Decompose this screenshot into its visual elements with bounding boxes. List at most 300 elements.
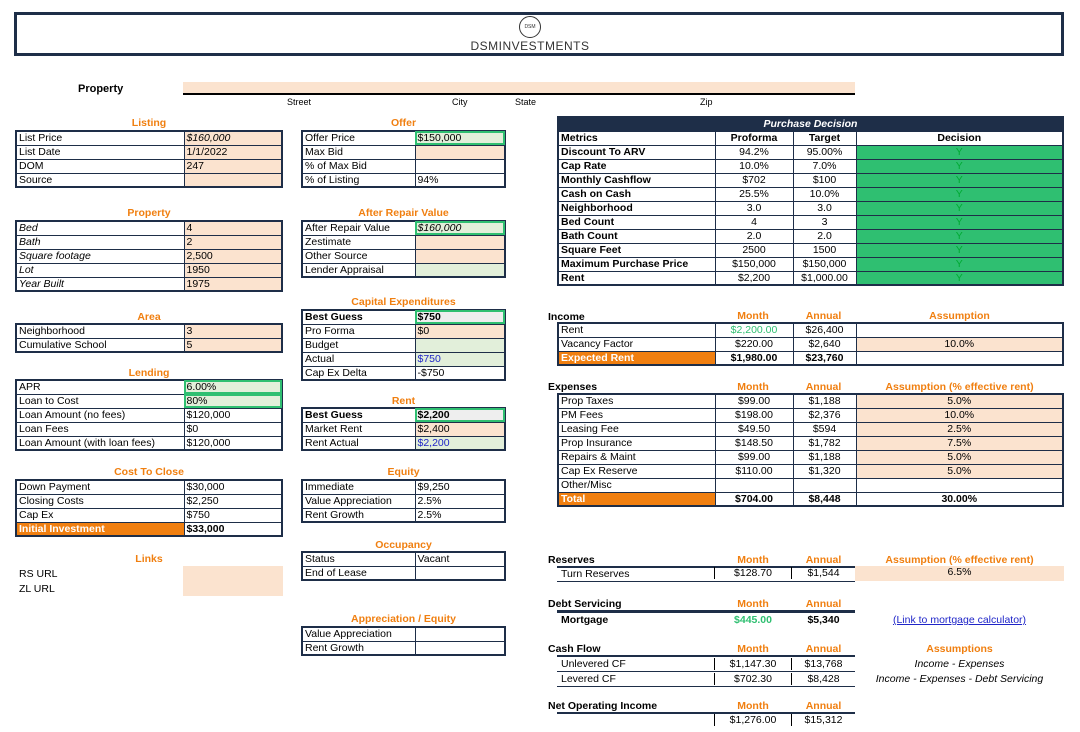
property-address-input[interactable] — [183, 82, 855, 95]
arv-field[interactable]: $160,000 — [415, 221, 505, 235]
appr-value-field[interactable] — [415, 627, 505, 641]
metric-label: Discount To ARV — [558, 145, 715, 159]
decision-value: Y — [856, 229, 1063, 243]
rent-actual-field[interactable]: $2,200 — [415, 436, 505, 450]
rent-growth-value: 2.5% — [415, 508, 505, 522]
table-row — [302, 408, 505, 422]
cashflow-bottom-line — [557, 686, 855, 687]
table-row — [302, 508, 505, 522]
debt-month-header: Month — [737, 598, 769, 610]
decision-value: Y — [856, 173, 1063, 187]
loan-amount-fees-value: $120,000 — [184, 436, 282, 450]
loan-amount-label: Loan Amount (no fees) — [16, 408, 184, 422]
capex-title: Capital Expenditures — [351, 296, 456, 308]
listing-title: Listing — [131, 117, 167, 129]
loan-amount-value: $120,000 — [184, 408, 282, 422]
table-row — [16, 277, 282, 291]
appr-value-label: Value Appreciation — [302, 627, 415, 641]
purchase-decision-table — [557, 116, 1064, 286]
reserves-assumption-header: Assumption (% effective rent) — [885, 554, 1034, 566]
immediate-equity-label: Immediate — [302, 480, 415, 494]
expense-label: Cap Ex Reserve — [558, 464, 715, 478]
brand-name: DSMINVESTMENTS — [470, 39, 590, 53]
noi-title: Net Operating Income — [548, 700, 658, 712]
decision-value: Y — [856, 215, 1063, 229]
arv-title: After Repair Value — [358, 207, 449, 219]
table-row — [302, 352, 505, 366]
table-row — [558, 337, 1063, 351]
table-row — [558, 450, 1063, 464]
turn-reserves-label: Turn Reserves — [561, 568, 630, 580]
vacancy-assumption-field[interactable]: 10.0% — [856, 337, 1063, 351]
total-assumption: 30.00% — [856, 492, 1063, 506]
actual-field[interactable]: $750 — [415, 352, 505, 366]
end-of-lease-label: End of Lease — [302, 566, 415, 580]
rent-best-guess-value: $2,200 — [415, 408, 505, 422]
table-row — [302, 324, 505, 338]
sqft-field[interactable]: 2,500 — [184, 249, 282, 263]
target-value[interactable]: 95.00% — [793, 145, 856, 159]
other-source-field[interactable] — [415, 249, 505, 263]
end-of-lease-value[interactable] — [415, 566, 505, 580]
table-row — [558, 131, 1063, 145]
table-row — [302, 480, 505, 494]
occupancy-title: Occupancy — [375, 539, 432, 551]
proforma-value: $2,200 — [715, 271, 793, 285]
offer-table — [301, 130, 506, 188]
target-value[interactable]: 3 — [793, 215, 856, 229]
table-row — [16, 494, 282, 508]
closing-costs-label: Closing Costs — [16, 494, 184, 508]
decision-value: Y — [856, 187, 1063, 201]
table-row — [16, 508, 282, 522]
expense-month: $110.00 — [715, 464, 793, 478]
proforma-value: 10.0% — [715, 159, 793, 173]
ctc-title: Cost To Close — [114, 466, 184, 478]
expense-assumption-field[interactable]: 7.5% — [856, 436, 1063, 450]
status-value[interactable]: Vacant — [415, 552, 505, 566]
listing-table — [15, 130, 283, 188]
capex-best-guess-label: Best Guess — [302, 310, 415, 324]
levered-cf-assumption: Income - Expenses - Debt Servicing — [875, 673, 1044, 685]
value-appreciation-value: 2.5% — [415, 494, 505, 508]
decision-value: Y — [856, 243, 1063, 257]
proforma-value: 4 — [715, 215, 793, 229]
metric-label: Cash on Cash — [558, 187, 715, 201]
table-row — [302, 235, 505, 249]
table-row — [558, 215, 1063, 229]
expense-month: $198.00 — [715, 408, 793, 422]
market-rent-field[interactable]: $2,400 — [415, 422, 505, 436]
table-row — [558, 478, 1063, 492]
lot-label: Lot — [16, 263, 184, 277]
expected-rent-assumption — [856, 351, 1063, 365]
bath-field[interactable]: 2 — [184, 235, 282, 249]
appreciation-table — [301, 626, 506, 656]
url-input[interactable] — [183, 566, 283, 596]
table-row — [302, 552, 505, 566]
table-row — [16, 145, 282, 159]
capex-value: $750 — [184, 508, 282, 522]
pct-max-bid-value — [415, 159, 505, 173]
expense-month — [715, 478, 793, 492]
income-annual-header: Annual — [805, 310, 842, 322]
appr-rent-growth-label: Rent Growth — [302, 641, 415, 655]
property-table — [15, 220, 283, 292]
table-row — [16, 380, 282, 394]
source-field[interactable] — [184, 173, 282, 187]
immediate-equity-value: $9,250 — [415, 480, 505, 494]
list-price-field[interactable]: $160,000 — [184, 131, 282, 145]
target-value[interactable]: $1,000.00 — [793, 271, 856, 285]
table-row — [558, 243, 1063, 257]
noi-month-header: Month — [737, 700, 769, 712]
expense-assumption-field[interactable]: 5.0% — [856, 464, 1063, 478]
logo-icon: DSM — [519, 16, 541, 38]
apr-label: APR — [16, 380, 184, 394]
unlevered-cf-label: Unlevered CF — [561, 658, 626, 670]
unlevered-cf-annual: $13,768 — [804, 658, 843, 670]
expense-assumption-field[interactable]: 2.5% — [856, 422, 1063, 436]
initial-investment-label: Initial Investment — [16, 522, 184, 536]
expenses-assumption-header: Assumption (% effective rent) — [885, 381, 1034, 393]
table-row — [16, 408, 282, 422]
arv-table — [301, 220, 506, 278]
total-label: Total — [558, 492, 715, 506]
noi-month: $1,276.00 — [714, 714, 792, 726]
pro-forma-label: Pro Forma — [302, 324, 415, 338]
table-row — [302, 249, 505, 263]
table-row — [302, 436, 505, 450]
offer-price-field[interactable]: $150,000 — [415, 131, 505, 145]
appreciation-title: Appreciation / Equity — [350, 613, 456, 625]
reserves-annual-header: Annual — [805, 554, 842, 566]
expenses-annual-header: Annual — [805, 381, 842, 393]
table-row — [302, 366, 505, 380]
loan-fees-label: Loan Fees — [16, 422, 184, 436]
dom-field[interactable]: 247 — [184, 159, 282, 173]
rent-title: Rent — [391, 395, 416, 407]
debt-title: Debt Servicing — [548, 598, 622, 610]
table-row — [302, 627, 505, 641]
cashflow-row-line — [557, 671, 855, 672]
rent-best-guess-label: Best Guess — [302, 408, 415, 422]
expense-assumption-field[interactable] — [856, 478, 1063, 492]
levered-cf-label: Levered CF — [561, 673, 616, 685]
expected-rent-month: $1,980.00 — [715, 351, 793, 365]
noi-annual-header: Annual — [805, 700, 842, 712]
target-header: Target — [793, 131, 856, 145]
mortgage-annual: $5,340 — [807, 614, 840, 626]
expected-rent-label: Expected Rent — [558, 351, 715, 365]
table-row — [558, 201, 1063, 215]
expense-label: PM Fees — [558, 408, 715, 422]
target-value[interactable]: $100 — [793, 173, 856, 187]
cashflow-assumption-header: Assumptions — [926, 643, 993, 655]
lending-table — [15, 379, 283, 451]
school-field[interactable]: 5 — [184, 338, 282, 352]
table-row — [16, 394, 282, 408]
table-row — [16, 338, 282, 352]
budget-field[interactable] — [415, 338, 505, 352]
zestimate-label: Zestimate — [302, 235, 415, 249]
neighborhood-label: Neighborhood — [16, 324, 184, 338]
table-row — [558, 271, 1063, 285]
offer-title: Offer — [390, 117, 417, 129]
zip-label: Zip — [700, 97, 713, 107]
target-value[interactable]: 10.0% — [793, 187, 856, 201]
expected-rent-annual: $23,760 — [793, 351, 856, 365]
table-row — [558, 422, 1063, 436]
table-row — [302, 494, 505, 508]
table-row — [302, 338, 505, 352]
lot-field[interactable]: 1950 — [184, 263, 282, 277]
area-table — [15, 323, 283, 353]
occupancy-table — [301, 551, 506, 581]
proforma-value: 3.0 — [715, 201, 793, 215]
pct-listing-value: 94% — [415, 173, 505, 187]
table-row — [558, 351, 1063, 365]
table-row — [558, 117, 1063, 131]
other-source-label: Other Source — [302, 249, 415, 263]
zestimate-field[interactable] — [415, 235, 505, 249]
rent-month: $2,200.00 — [715, 323, 793, 337]
target-value[interactable]: $150,000 — [793, 257, 856, 271]
table-row — [302, 221, 505, 235]
table-row — [16, 422, 282, 436]
table-row — [16, 173, 282, 187]
metric-label: Maximum Purchase Price — [558, 257, 715, 271]
value-appreciation-label: Value Appreciation — [302, 494, 415, 508]
neighborhood-field[interactable]: 3 — [184, 324, 282, 338]
ltc-field[interactable]: 80% — [184, 394, 282, 408]
year-built-label: Year Built — [16, 277, 184, 291]
expense-label: Repairs & Maint — [558, 450, 715, 464]
lender-appraisal-label: Lender Appraisal — [302, 263, 415, 277]
income-table — [557, 322, 1064, 366]
levered-cf-annual: $8,428 — [807, 673, 840, 685]
area-title: Area — [137, 311, 161, 323]
loan-amount-fees-label: Loan Amount (with loan fees) — [16, 436, 184, 450]
rent-growth-label: Rent Growth — [302, 508, 415, 522]
target-value[interactable]: 2.0 — [793, 229, 856, 243]
table-row — [16, 480, 282, 494]
appr-rent-growth-field[interactable] — [415, 641, 505, 655]
expense-label: Prop Insurance — [558, 436, 715, 450]
mortgage-calculator-link[interactable]: (Link to mortgage calculator) — [892, 614, 1027, 626]
proforma-header: Proforma — [715, 131, 793, 145]
expense-assumption-field[interactable]: 5.0% — [856, 394, 1063, 408]
debt-divider — [557, 610, 855, 613]
metrics-header: Metrics — [558, 131, 715, 145]
expense-annual: $1,188 — [793, 394, 856, 408]
cashflow-title: Cash Flow — [548, 643, 601, 655]
total-month: $704.00 — [715, 492, 793, 506]
table-row — [302, 159, 505, 173]
loan-fees-value: $0 — [184, 422, 282, 436]
expense-annual: $1,188 — [793, 450, 856, 464]
table-row — [302, 131, 505, 145]
table-row — [16, 221, 282, 235]
expense-annual: $594 — [793, 422, 856, 436]
turn-reserves-assumption-field[interactable]: 6.5% — [855, 566, 1064, 581]
metric-label: Rent — [558, 271, 715, 285]
capex-table — [301, 309, 506, 381]
list-date-field[interactable]: 1/1/2022 — [184, 145, 282, 159]
rent-assumption — [856, 323, 1063, 337]
table-row — [558, 394, 1063, 408]
table-row — [16, 235, 282, 249]
arv-label: After Repair Value — [302, 221, 415, 235]
bed-field[interactable]: 4 — [184, 221, 282, 235]
decision-value: Y — [856, 257, 1063, 271]
budget-label: Budget — [302, 338, 415, 352]
decision-value: Y — [856, 271, 1063, 285]
source-label: Source — [16, 173, 184, 187]
rent-actual-label: Rent Actual — [302, 436, 415, 450]
decision-value: Y — [856, 201, 1063, 215]
noi-annual: $15,312 — [804, 714, 843, 726]
bath-label: Bath — [16, 235, 184, 249]
initial-investment-value: $33,000 — [184, 522, 282, 536]
mortgage-month: $445.00 — [734, 614, 772, 626]
down-payment-label: Down Payment — [16, 480, 184, 494]
table-row — [302, 422, 505, 436]
property-label: Property — [78, 83, 124, 95]
metric-label: Neighborhood — [558, 201, 715, 215]
equity-table — [301, 479, 506, 523]
table-row — [16, 436, 282, 450]
table-row — [302, 641, 505, 655]
metric-label: Bath Count — [558, 229, 715, 243]
pct-listing-label: % of Listing — [302, 173, 415, 187]
decision-header: Decision — [856, 131, 1063, 145]
market-rent-label: Market Rent — [302, 422, 415, 436]
apr-field[interactable]: 6.00% — [184, 380, 282, 394]
rent-label: Rent — [558, 323, 715, 337]
offer-price-label: Offer Price — [302, 131, 415, 145]
expense-annual: $2,376 — [793, 408, 856, 422]
table-row — [302, 263, 505, 277]
reserves-bottom-line — [557, 581, 855, 582]
status-label: Status — [302, 552, 415, 566]
proforma-value: 25.5% — [715, 187, 793, 201]
table-row — [558, 464, 1063, 478]
reserves-title: Reserves — [548, 554, 595, 566]
ctc-table — [15, 479, 283, 537]
street-label: Street — [287, 97, 312, 107]
reserves-month-header: Month — [737, 554, 769, 566]
vacancy-label: Vacancy Factor — [558, 337, 715, 351]
cashflow-divider — [557, 655, 855, 657]
max-bid-field[interactable] — [415, 145, 505, 159]
decision-value: Y — [856, 145, 1063, 159]
sqft-label: Square footage — [16, 249, 184, 263]
unlevered-cf-month: $1,147.30 — [714, 658, 792, 670]
table-row — [558, 408, 1063, 422]
expense-annual: $1,320 — [793, 464, 856, 478]
list-date-label: List Date — [16, 145, 184, 159]
table-row — [16, 131, 282, 145]
equity-title: Equity — [387, 466, 420, 478]
ltc-label: Loan to Cost — [16, 394, 184, 408]
city-label: City — [452, 97, 468, 107]
down-payment-value: $30,000 — [184, 480, 282, 494]
year-built-field[interactable]: 1975 — [184, 277, 282, 291]
table-row — [16, 249, 282, 263]
levered-cf-month: $702.30 — [714, 673, 792, 685]
state-label: State — [515, 97, 537, 107]
table-row — [16, 324, 282, 338]
target-value[interactable]: 3.0 — [793, 201, 856, 215]
proforma-value: 2500 — [715, 243, 793, 257]
table-row — [302, 310, 505, 324]
school-label: Cumulative School — [16, 338, 184, 352]
income-assumption-header: Assumption — [929, 310, 990, 322]
vacancy-month: $220.00 — [715, 337, 793, 351]
mortgage-label: Mortgage — [561, 614, 609, 626]
lender-appraisal-field[interactable] — [415, 263, 505, 277]
pro-forma-field[interactable]: $0 — [415, 324, 505, 338]
bed-label: Bed — [16, 221, 184, 235]
rs-url-label: RS URL — [19, 568, 58, 580]
expense-month: $99.00 — [715, 450, 793, 464]
table-row — [558, 229, 1063, 243]
table-row — [16, 159, 282, 173]
expense-annual: $1,782 — [793, 436, 856, 450]
metric-label: Square Feet — [558, 243, 715, 257]
decision-value: Y — [856, 159, 1063, 173]
capex-best-guess-value: $750 — [415, 310, 505, 324]
table-row — [16, 263, 282, 277]
expenses-month-header: Month — [737, 381, 769, 393]
table-row — [302, 173, 505, 187]
expense-month: $148.50 — [715, 436, 793, 450]
dom-label: DOM — [16, 159, 184, 173]
income-month-header: Month — [737, 310, 769, 322]
metric-label: Monthly Cashflow — [558, 173, 715, 187]
expense-assumption-field[interactable]: 10.0% — [856, 408, 1063, 422]
proforma-value: 2.0 — [715, 229, 793, 243]
rent-annual: $26,400 — [793, 323, 856, 337]
links-title: Links — [135, 553, 163, 565]
table-row — [558, 173, 1063, 187]
expense-month: $99.00 — [715, 394, 793, 408]
expense-annual — [793, 478, 856, 492]
actual-label: Actual — [302, 352, 415, 366]
expenses-table — [557, 393, 1064, 507]
table-row — [558, 257, 1063, 271]
target-value[interactable]: 1500 — [793, 243, 856, 257]
expenses-title: Expenses — [548, 381, 598, 393]
purchase-decision-title: Purchase Decision — [558, 117, 1063, 131]
capex-delta-value: -$750 — [415, 366, 505, 380]
capex-label: Cap Ex — [16, 508, 184, 522]
expense-label: Other/Misc — [558, 478, 715, 492]
table-row — [558, 492, 1063, 506]
table-row — [558, 323, 1063, 337]
turn-reserves-annual: $1,544 — [807, 567, 840, 579]
expense-label: Leasing Fee — [558, 422, 715, 436]
capex-delta-label: Cap Ex Delta — [302, 366, 415, 380]
zl-url-label: ZL URL — [19, 583, 55, 595]
table-row — [558, 436, 1063, 450]
cashflow-month-header: Month — [737, 643, 769, 655]
debt-annual-header: Annual — [805, 598, 842, 610]
target-value[interactable]: 7.0% — [793, 159, 856, 173]
expense-assumption-field[interactable]: 5.0% — [856, 450, 1063, 464]
proforma-value: $150,000 — [715, 257, 793, 271]
